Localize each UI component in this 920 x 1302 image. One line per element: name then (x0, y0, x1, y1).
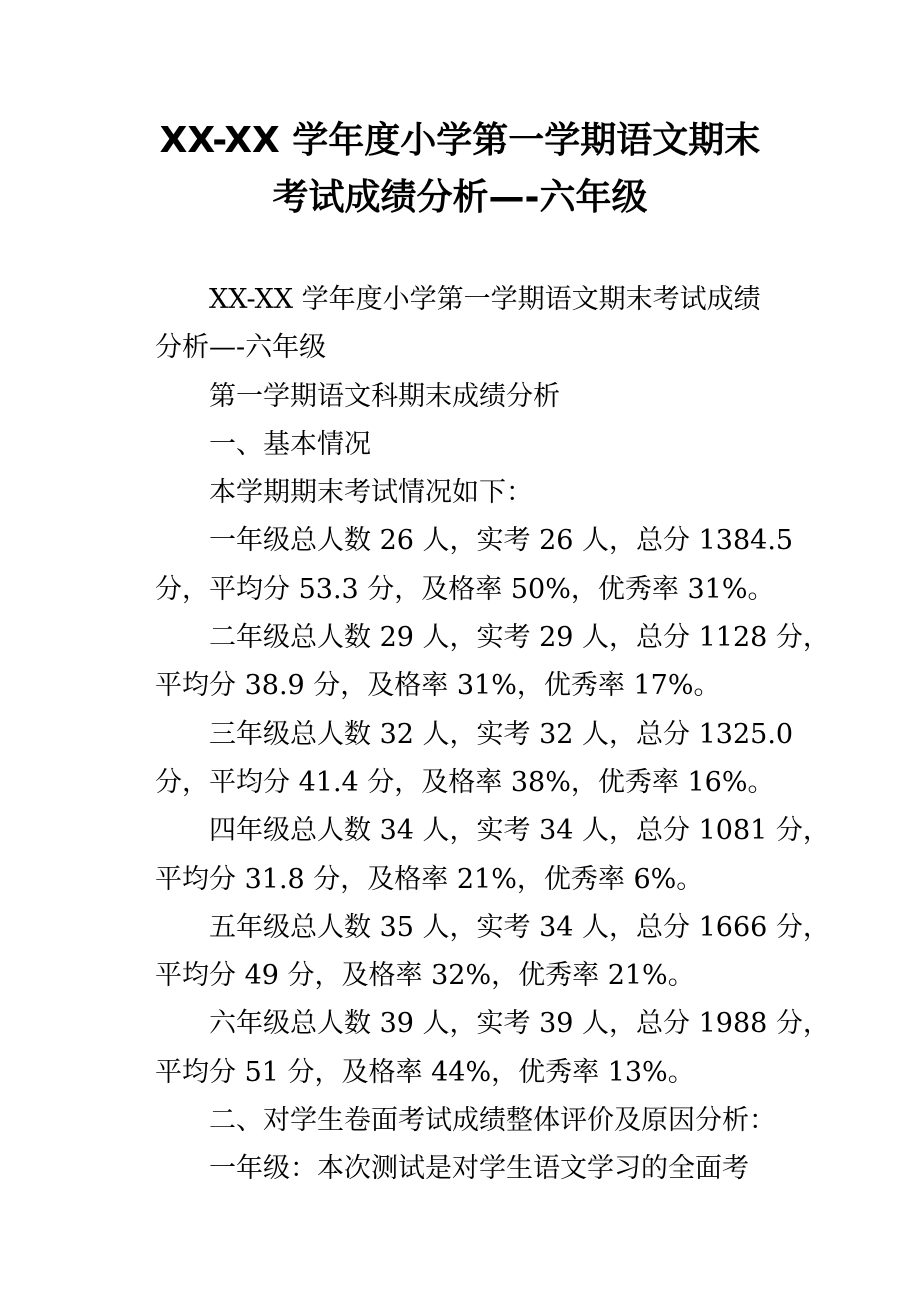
body-line: 三年级总人数 32 人，实考 32 人，总分 1325.0 (209, 718, 794, 750)
body-line: 二年级总人数 29 人，实考 29 人，总分 1128 分， (209, 622, 830, 654)
body-line: 分，平均分 41.4 分，及格率 38%，优秀率 16%。 (155, 766, 775, 798)
section-heading: 一、基本情况 (209, 428, 371, 460)
body-line: 平均分 49 分，及格率 32%，优秀率 21%。 (155, 960, 695, 992)
body-line: 平均分 31.8 分，及格率 21%，优秀率 6%。 (155, 863, 704, 895)
title-line-1: XX-XX 学年度小学第一学期语文期末 (159, 120, 761, 161)
body-line: 一年级总人数 26 人，实考 26 人，总分 1384.5 (209, 525, 794, 557)
document-body (155, 276, 830, 1194)
body-line: 五年级总人数 35 人，实考 34 人，总分 1666 分， (209, 911, 830, 943)
body-line: 本学期期末考试情况如下： (209, 477, 533, 509)
body-line: 六年级总人数 39 人，实考 39 人，总分 1988 分， (209, 1008, 830, 1040)
section-heading: 第一学期语文科期末成绩分析 (209, 380, 560, 412)
section-heading: 二、对学生卷面考试成绩整体评价及原因分析： (209, 1105, 776, 1137)
title-line-2: 考试成绩分析—-六年级 (272, 177, 648, 218)
body-line: 平均分 38.9 分，及格率 31%，优秀率 17%。 (155, 670, 721, 702)
body-line: XX-XX 学年度小学第一学期语文期末考试成绩 (209, 284, 761, 315)
body-line: 分析—-六年级 (155, 332, 327, 364)
document-title (100, 112, 820, 226)
body-line: 平均分 51 分，及格率 44%，优秀率 13%。 (155, 1056, 695, 1088)
body-line: 四年级总人数 34 人，实考 34 人，总分 1081 分， (209, 815, 830, 847)
body-line: 一年级：本次测试是对学生语文学习的全面考 (209, 1153, 749, 1185)
body-line: 分，平均分 53.3 分，及格率 50%，优秀率 31%。 (155, 573, 775, 605)
